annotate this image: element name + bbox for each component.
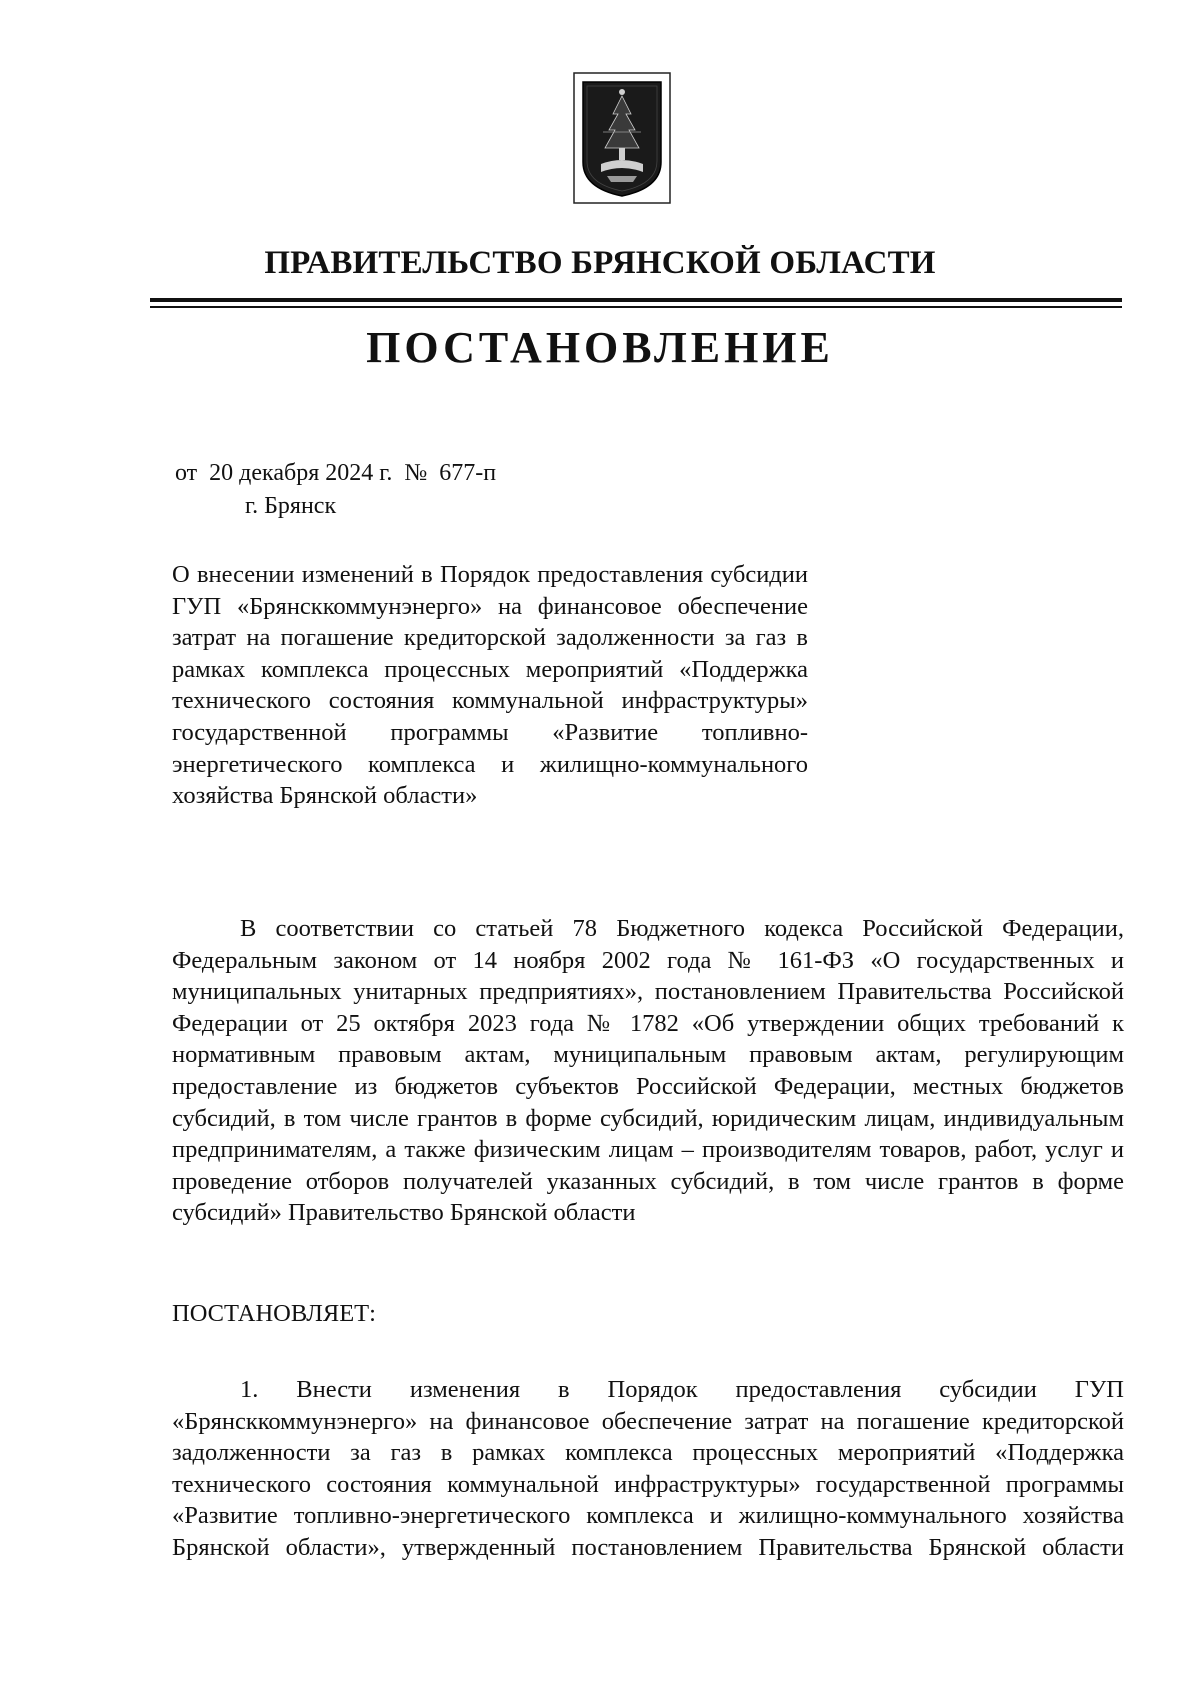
resolves-heading: ПОСТАНОВЛЯЕТ: (172, 1300, 376, 1327)
document-city: г. Брянск (245, 493, 337, 519)
document-subject: О внесении изменений в Порядок предоставления субсидии ГУП «Брянсккоммунэнерго» на финансовое обеспечение затрат на погашение кредиторской задолженности за газ в рамках комплекса процессных мероприятий «Поддержка технического состояния коммунальной инфраструктуры» государственной программы «Развитие топливно-энергетического комплекса и жилищно-коммунального хозяйства Брянской области» (172, 561, 808, 810)
item-1-paragraph: 1. Внести изменения в Порядок предоставления субсидии ГУП «Брянсккоммунэнерго» на финансовое обеспечение затрат на погашение кредиторской задолженности за газ в рамках комплекса процессных мероприятий «Поддержка технического состояния коммунальной инфраструктуры» государственной программы «Развитие топливно-энергетического комплекса и жилищно-коммунального хозяйства Брянской области», утвержденный постановлением Правительства Брянской области (172, 1376, 1124, 1561)
preamble-paragraph: В соответствии со статьей 78 Бюджетного кодекса Российской Федерации, Федеральным законом от 14 ноября 2002 года № 161-ФЗ «О государственных и муниципальных унитарных предприятиях», постановлением Правительства Российской Федерации от 25 октября 2023 года № 1782 «Об утверждении общих требований к нормативным правовым актам, муниципальным правовым актам, регулирующим предоставление из бюджетов субъектов Российской Федерации, местных бюджетов субсидий, в том числе грантов в форме субсидий, юридическим лицам, индивидуальным предпринимателям, а также физическим лицам – производителям товаров, работ, услуг и проведение отборов получателей указанных субсидий, в том числе грантов в форме субсидий» Правительство Брянской области (172, 915, 1124, 1227)
header-rule-thick (150, 298, 1122, 302)
document-date-and-number: от 20 декабря 2024 г. № 677-п (175, 460, 497, 486)
header-rule-thin (150, 306, 1122, 308)
coat-of-arms-icon (573, 72, 671, 204)
document-type-title: ПОСТАНОВЛЕНИЕ (366, 323, 834, 372)
organization-title: ПРАВИТЕЛЬСТВО БРЯНСКОЙ ОБЛАСТИ (264, 245, 936, 281)
